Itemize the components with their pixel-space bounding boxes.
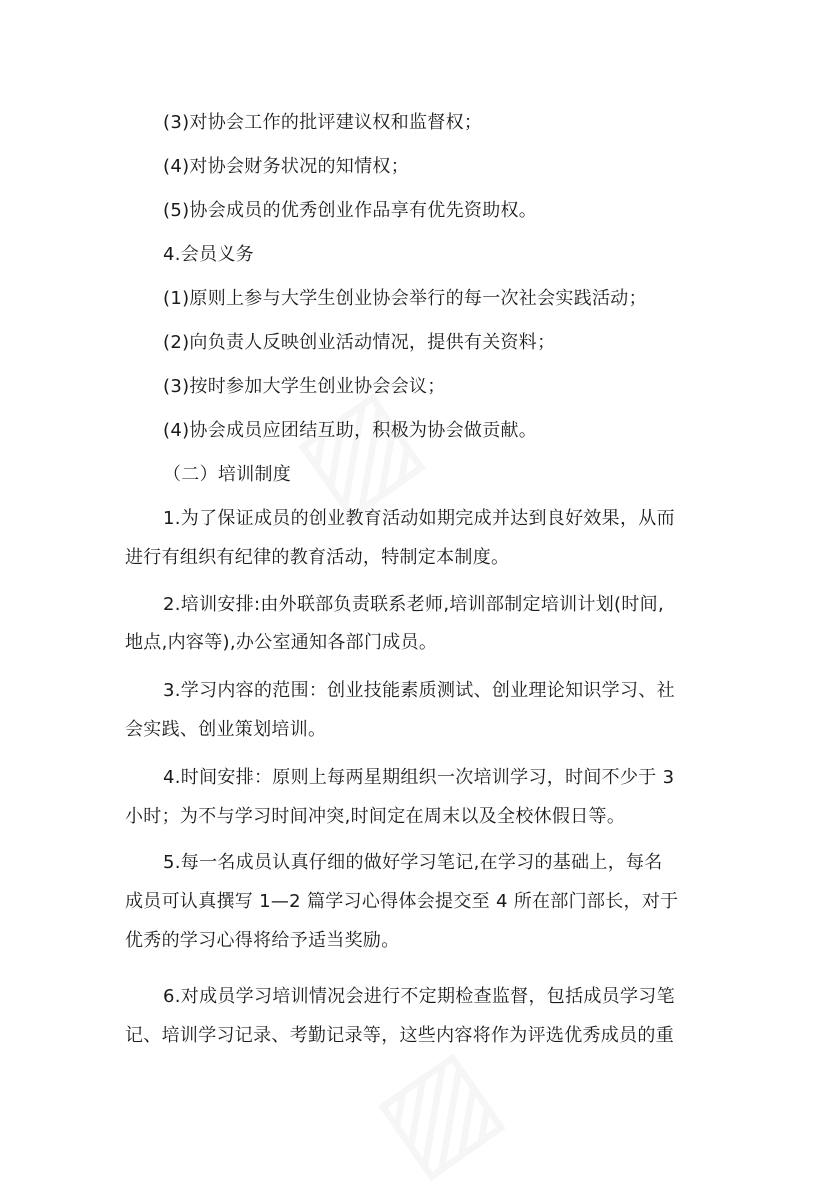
paragraph-line: 记、培训学习记录、考勤记录等，这些内容将作为评选优秀成员的重 bbox=[125, 1025, 674, 1046]
text-line: (1)原则上参与大学生创业协会举行的每一次社会实践活动； bbox=[163, 288, 647, 309]
paragraph-line: 5.每一名成员认真仔细的做好学习笔记,在学习的基础上，每名 bbox=[163, 852, 663, 873]
section-heading: （二）培训制度 bbox=[163, 464, 292, 485]
text-line: (4)对协会财务状况的知情权； bbox=[163, 156, 409, 177]
paragraph-line: 6.对成员学习培训情况会进行不定期检查监督，包括成员学习笔 bbox=[163, 986, 675, 1007]
text-line: (2)向负责人反映创业活动情况，提供有关资料； bbox=[163, 332, 556, 353]
text-line: (3)对协会工作的批评建议权和监督权； bbox=[163, 112, 483, 133]
text-line: (4)协会成员应团结互助，积极为协会做贡献。 bbox=[163, 420, 538, 441]
paragraph-line: 进行有组织有纪律的教育活动，特制定本制度。 bbox=[125, 547, 510, 568]
paragraph-line: 会实践、创业策划培训。 bbox=[125, 719, 327, 740]
paragraph-line: 地点,内容等),办公室通知各部门成员。 bbox=[125, 632, 438, 653]
paragraph-line: 3.学习内容的范围：创业技能素质测试、创业理论知识学习、社 bbox=[163, 680, 675, 701]
text-line: (3)按时参加大学生创业协会会议； bbox=[163, 376, 446, 397]
paragraph-line: 优秀的学习心得将给予适当奖励。 bbox=[125, 930, 400, 951]
paragraph-line: 2.培训安排:由外联部负责联系老师,培训部制定培训计划(时间, bbox=[163, 594, 665, 615]
paragraph-line: 4.时间安排：原则上每两星期组织一次培训学习，时间不少于 3 bbox=[163, 767, 675, 788]
paragraph-line: 1.为了保证成员的创业教育活动如期完成并达到良好效果，从而 bbox=[163, 508, 675, 529]
text-line: (5)协会成员的优秀创业作品享有优先资助权。 bbox=[163, 200, 538, 221]
paragraph-line: 成员可认真撰写 1—2 篇学习心得体会提交至 4 所在部门部长，对于 bbox=[125, 891, 679, 912]
paragraph-line: 小时；为不与学习时间冲突,时间定在周末以及全校休假日等。 bbox=[125, 806, 626, 827]
section-heading: 4.会员义务 bbox=[163, 244, 254, 265]
